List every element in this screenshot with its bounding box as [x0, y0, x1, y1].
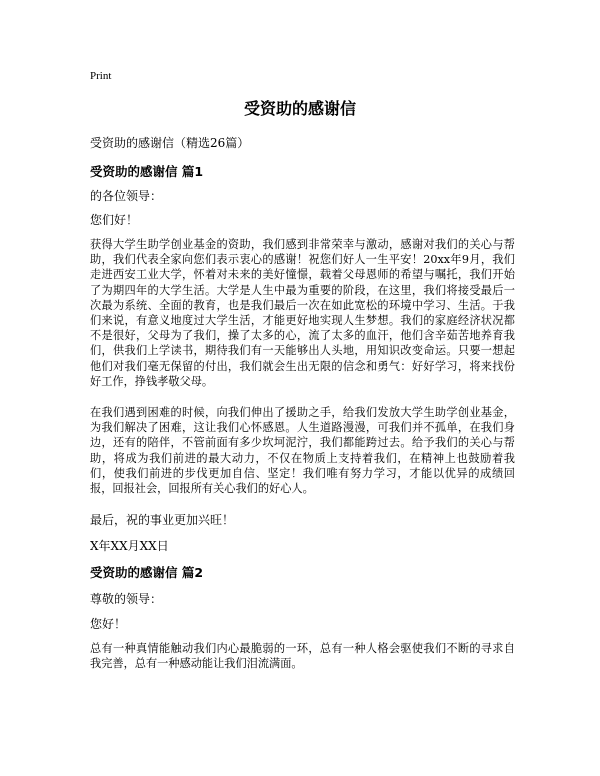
date-1: X年XX月XX日: [90, 539, 169, 553]
page-title: 受资助的感谢信: [243, 99, 356, 118]
closing-1: 最后，祝的事业更加兴旺！: [90, 513, 235, 527]
paragraph-1-2: 在我们遇到困难的时候，向我们伸出了援助之手，给我们发放大学生助学创业基金，为我们解决了困难，这让我们心怀感恩。人生道路漫漫，可我们并不孤单，在我们身边，还有的陪伴，不管前面有多少坎坷泥泞，我们都能跨过去。给予我们的关心与帮助，将成为我们前进的最大动力，不仅在物质上支持着我们，在精神上也鼓励着我们，使我们前进的步伐更加自信、坚定！我们唯有努力学习，才能以优异的成绩回报，回报社会，回报所有关心我们的好心人。: [90, 406, 515, 496]
greeting-2: 您好！: [90, 617, 127, 631]
salutation-1: 的各位领导：: [90, 189, 163, 203]
paragraph-1-1: 获得大学生助学创业基金的资助，我们感到非常荣幸与激动，感谢对我们的关心与帮助，我们代表全家向您们表示衷心的感谢！祝您们好人一生平安！20xx年9月，我们走进西安工业大学，怀着对未来的美好憧憬，载着父母恩师的希望与嘱托，我们开始了为期四年的大学生活。大学是人生中最为重要的阶段，在这里，我们将接受最后一次最为系统、全面的教育，也是我们最后一次在如此宽松的环境中学习、生活。于我们来说，有意义地度过大学生活，才能更好地实现人生梦想。我们的家庭经济状况都不是很好，父母为了我们，操了太多的心，流了太多的血汗，他们含辛茹苦地养育我们，供我们上学读书，期待我们有一天能够出人头地，用知识改变命运。只要一想起他们对我们毫无保留的付出，我们就会生出无限的信念和勇气：好好学习，将来找份好工作，挣钱孝敬父母。: [90, 238, 515, 388]
document-subtitle: 受资助的感谢信（精选26篇）: [90, 136, 250, 150]
paragraph-2-1: 总有一种真情能触动我们内心最脆弱的一环，总有一种人格会驱使我们不断的寻求自我完善，总有一种感动能让我们泪流满面。: [90, 642, 515, 671]
section-heading-1: 受资助的感谢信 篇1: [90, 164, 204, 179]
section-heading-2: 受资助的感谢信 篇2: [90, 565, 204, 580]
salutation-2: 尊敬的领导：: [90, 592, 163, 606]
greeting-1: 您们好！: [90, 213, 139, 227]
print-label: Print: [90, 70, 112, 82]
